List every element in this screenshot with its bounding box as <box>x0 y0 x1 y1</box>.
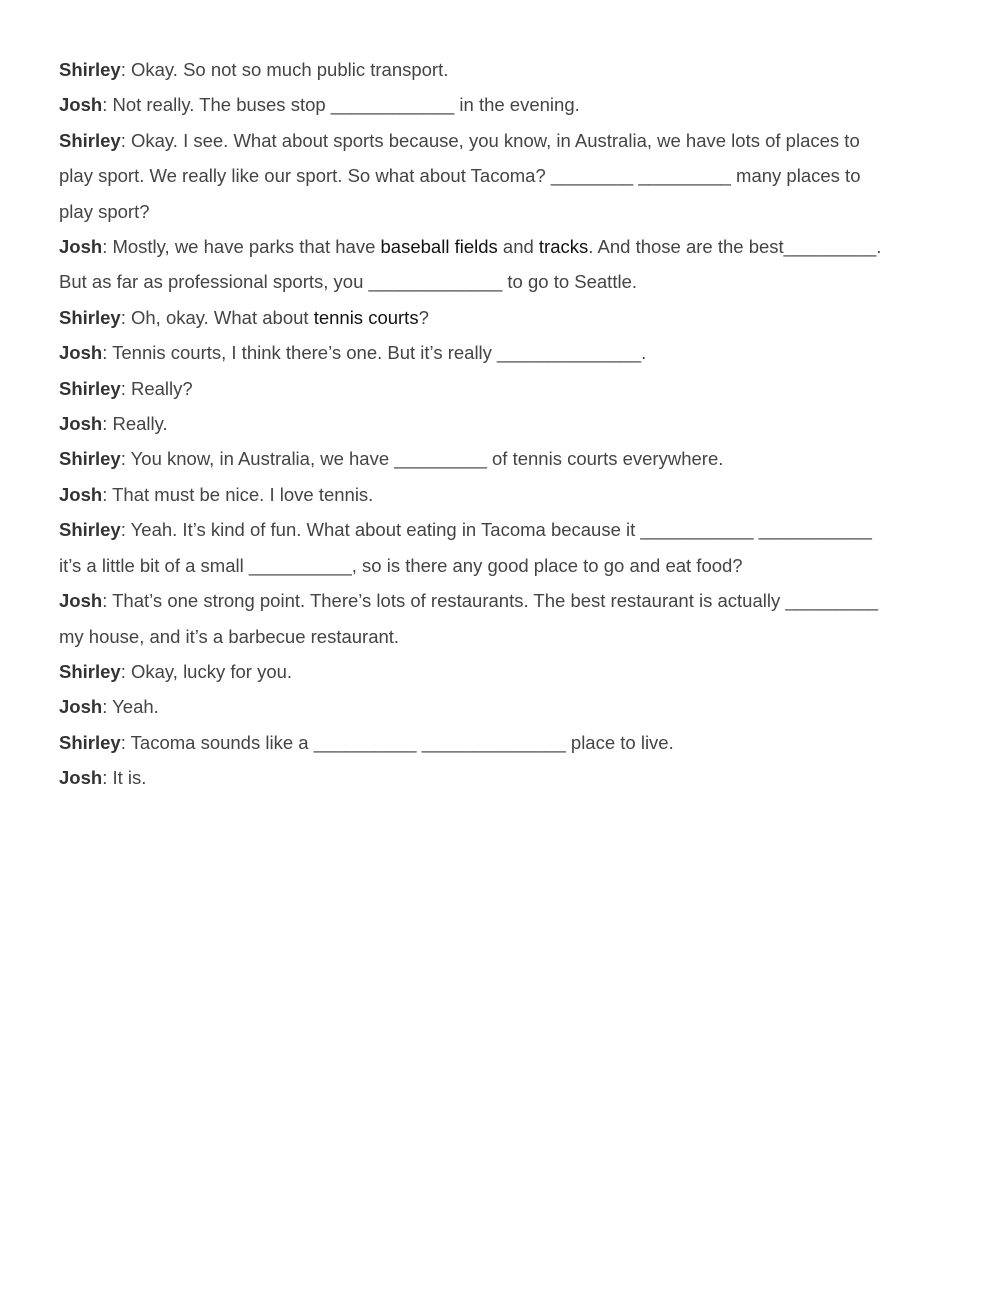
speaker-name: Josh <box>59 696 103 718</box>
dialogue-line <box>59 654 939 689</box>
vocab-term: baseball fields <box>380 236 498 258</box>
dialogue-line <box>59 123 939 158</box>
speaker-name: Josh <box>59 236 103 258</box>
line-text: and <box>497 236 539 258</box>
speaker-name: Shirley <box>59 129 121 151</box>
line-text: : It is. <box>102 767 147 789</box>
line-text: : Not really. The buses stop ____________ in the evening. <box>102 94 580 116</box>
speaker-name: Josh <box>59 342 103 364</box>
line-text: it’s a little bit of a small __________, so is there any good place to go and eat food? <box>59 554 743 576</box>
vocab-term: tennis courts <box>313 306 419 328</box>
line-text: my house, and it’s a barbecue restaurant. <box>59 625 400 647</box>
dialogue-line <box>59 335 939 370</box>
line-text: : That must be nice. I love tennis. <box>102 483 374 505</box>
line-text: But as far as professional sports, you _____________ to go to Seattle. <box>59 271 637 293</box>
line-text: : Okay. I see. What about sports because, you know, in Australia, we have lots of places to <box>120 129 860 151</box>
dialogue-line <box>59 52 939 87</box>
speaker-name: Shirley <box>59 377 121 399</box>
line-text: : Really. <box>102 413 168 435</box>
dialogue-line <box>59 512 939 547</box>
dialogue-line <box>59 477 939 512</box>
line-text: : Yeah. <box>102 696 159 718</box>
speaker-name: Josh <box>59 94 103 116</box>
dialogue-continuation <box>59 158 939 193</box>
line-text: : Mostly, we have parks that have <box>102 236 381 258</box>
line-text: : Oh, okay. What about <box>120 306 314 328</box>
line-text: : Okay. So not so much public transport. <box>120 59 449 80</box>
line-text: . And those are the best_________. <box>588 236 882 258</box>
line-text: play sport. We really like our sport. So what about Tacoma? ________ _________ many places to <box>59 165 861 187</box>
dialogue-continuation <box>59 194 939 229</box>
speaker-name: Shirley <box>59 519 121 541</box>
speaker-name: Shirley <box>59 660 121 682</box>
dialogue-continuation <box>59 619 939 654</box>
speaker-name: Shirley <box>59 306 121 328</box>
dialogue-line <box>59 371 939 406</box>
dialogue-line <box>59 760 939 795</box>
line-text: play sport? <box>59 200 150 222</box>
line-text: ? <box>418 306 429 328</box>
line-text: : Okay, lucky for you. <box>120 660 293 682</box>
dialogue-line <box>59 406 939 441</box>
line-text: : Yeah. It’s kind of fun. What about eating in Tacoma because it ___________ ___________ <box>120 519 872 541</box>
speaker-name: Josh <box>59 483 103 505</box>
line-text: : You know, in Australia, we have _________ of tennis courts everywhere. <box>120 448 724 470</box>
line-text: : Really? <box>120 377 193 399</box>
dialogue-continuation <box>59 264 939 299</box>
speaker-name: Shirley <box>59 731 121 753</box>
worksheet-page <box>59 52 939 796</box>
dialogue-continuation <box>59 548 939 583</box>
dialogue-line <box>59 300 939 335</box>
speaker-name: Josh <box>59 590 103 612</box>
dialogue-line <box>59 441 939 476</box>
line-text: : That’s one strong point. There’s lots of restaurants. The best restaurant is actually _________ <box>102 590 878 612</box>
line-text: : Tacoma sounds like a __________ ______________ place to live. <box>120 731 674 753</box>
dialogue-line <box>59 689 939 724</box>
line-text: : Tennis courts, I think there’s one. But it’s really ______________. <box>102 342 647 364</box>
dialogue-line <box>59 229 939 264</box>
speaker-name: Shirley <box>59 448 121 470</box>
speaker-name: Josh <box>59 413 103 435</box>
dialogue-line <box>59 725 939 760</box>
vocab-term: tracks <box>538 236 589 258</box>
speaker-name: Shirley <box>59 59 121 80</box>
dialogue-line <box>59 583 939 618</box>
dialogue-line <box>59 87 939 122</box>
speaker-name: Josh <box>59 767 103 789</box>
